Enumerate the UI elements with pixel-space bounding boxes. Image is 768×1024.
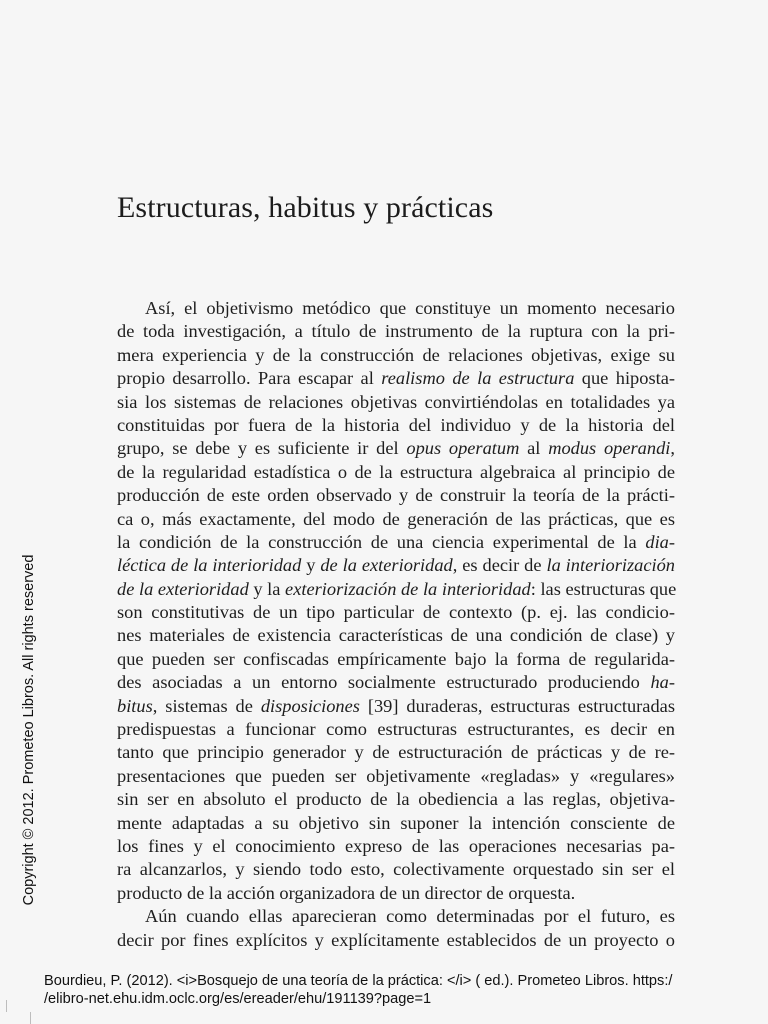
citation-line-2: /elibro-net.ehu.idm.oclc.org/es/ereader/ehu/191139?page=1 <box>44 991 432 1007</box>
text-run: , es decir de <box>452 555 547 576</box>
text-run: mera experiencia y de la construcción de relaciones objetivas, exige su <box>117 344 675 365</box>
text-run: , sistemas de <box>152 695 261 716</box>
text-run: constituidas por fuera de la historia del individuo y de la historia del <box>117 414 675 435</box>
italic-run: opus operatum <box>406 438 520 459</box>
italic-run: la interiorización <box>546 555 675 576</box>
text-run: y la <box>248 578 286 599</box>
text-line <box>117 741 675 764</box>
text-line <box>117 788 675 811</box>
text-line <box>117 905 675 928</box>
text-line <box>117 367 675 390</box>
text-line <box>117 624 675 647</box>
text-run: mente adaptadas a su objetivo sin suponer la intención consciente de <box>117 812 675 833</box>
text-run: al <box>519 438 549 459</box>
chapter-title: Estructuras, habitus y prácticas <box>117 191 494 224</box>
text-line <box>117 437 675 460</box>
text-run: sia los sistemas de relaciones objetivas convirtiéndolas en totalidades ya <box>117 391 675 412</box>
italic-run: disposiciones <box>260 695 360 716</box>
text-line <box>117 461 675 484</box>
text-run: tanto que principio generador y de estructuración de prácticas y de re- <box>117 742 675 763</box>
italic-run: ha- <box>650 672 675 693</box>
text-run: decir por fines explícitos y explícitamente establecidos de un proyecto o <box>117 929 675 950</box>
text-run: de toda investigación, a título de instrumento de la ruptura con la pri- <box>117 321 675 342</box>
text-run: : las estructuras que <box>530 578 677 599</box>
text-run: que hiposta- <box>574 368 675 389</box>
text-line <box>117 578 675 601</box>
text-run: , <box>670 438 675 459</box>
text-line <box>117 858 675 881</box>
citation-line-1: Bourdieu, P. (2012). <i>Bosquejo de una teoría de la práctica: </i> ( ed.). Prometeo Libros. https:/ <box>44 973 673 989</box>
page-edge-mark <box>30 1012 31 1024</box>
italic-run: modus operandi <box>548 438 671 459</box>
text-run: de la regularidad estadística o de la estructura algebraica al principio de <box>117 461 675 482</box>
italic-run: de la exterioridad <box>117 578 249 599</box>
text-run: que pueden ser confiscadas empíricamente bajo la forma de regularida- <box>117 648 675 669</box>
text-run: grupo, se debe y es suficiente ir del <box>117 438 407 459</box>
italic-run: exteriorización de la interioridad <box>285 578 531 599</box>
text-run: des asociadas a un entorno socialmente estructurado produciendo <box>117 672 651 693</box>
text-run: la condición de la construcción de una ciencia experimental de la <box>117 531 646 552</box>
text-line <box>117 695 675 718</box>
text-run: producto de la acción organizadora de un director de orquesta. <box>117 882 576 903</box>
text-run: ra alcanzarlos, y siendo todo esto, colectivamente orquestado sin ser el <box>117 859 675 880</box>
body-text <box>117 297 675 952</box>
italic-run: realismo de la estructura <box>381 368 575 389</box>
text-line <box>117 391 675 414</box>
text-line <box>117 414 675 437</box>
text-run: ca o, más exactamente, del modo de generación de las prácticas, que es <box>117 508 675 529</box>
text-run: nes materiales de existencia características de una condición de clase) y <box>117 625 675 646</box>
italic-run: dia- <box>645 531 675 552</box>
text-line <box>117 508 675 531</box>
text-run: sin ser en absoluto el producto de la obediencia a las reglas, objetiva- <box>117 789 675 810</box>
text-run: Aún cuando ellas aparecieran como determinadas por el futuro, es <box>145 906 675 927</box>
text-line <box>117 812 675 835</box>
text-run: producción de este orden observado y de construir la teoría de la prácti- <box>117 485 675 506</box>
text-run: propio desarrollo. Para escapar al <box>117 368 382 389</box>
text-line <box>117 531 675 554</box>
italic-run: léctica de la interioridad <box>117 555 302 576</box>
text-line <box>117 484 675 507</box>
text-line <box>117 297 675 320</box>
text-line <box>117 344 675 367</box>
text-line <box>117 320 675 343</box>
text-run: Así, el objetivismo metódico que constituye un momento necesario <box>145 298 675 318</box>
italic-run: de la exterioridad <box>320 555 453 576</box>
text-line <box>117 718 675 741</box>
text-run: predispuestas a funcionar como estructuras estructurantes, es decir en <box>117 719 675 740</box>
text-line <box>117 882 675 905</box>
citation-footer <box>44 972 744 1008</box>
text-line <box>117 601 675 624</box>
text-run: los fines y el conocimiento expreso de las operaciones necesarias pa- <box>117 835 675 856</box>
italic-run: bitus <box>117 695 153 716</box>
text-run: [39] duraderas, estructuras estructuradas <box>359 695 675 716</box>
text-run: presentaciones que pueden ser objetivamente «regladas» y «regulares» <box>117 765 675 786</box>
text-line <box>117 648 675 671</box>
text-line <box>117 554 675 577</box>
text-line <box>117 929 675 952</box>
text-run: son constitutivas de un tipo particular de contexto (p. ej. las condicio- <box>117 602 675 623</box>
text-line <box>117 671 675 694</box>
text-line <box>117 835 675 858</box>
text-run: y <box>301 555 321 576</box>
page-edge-mark <box>6 1000 7 1012</box>
copyright-notice: Copyright © 2012. Prometeo Libros. All rights reserved <box>21 554 37 906</box>
text-line <box>117 765 675 788</box>
